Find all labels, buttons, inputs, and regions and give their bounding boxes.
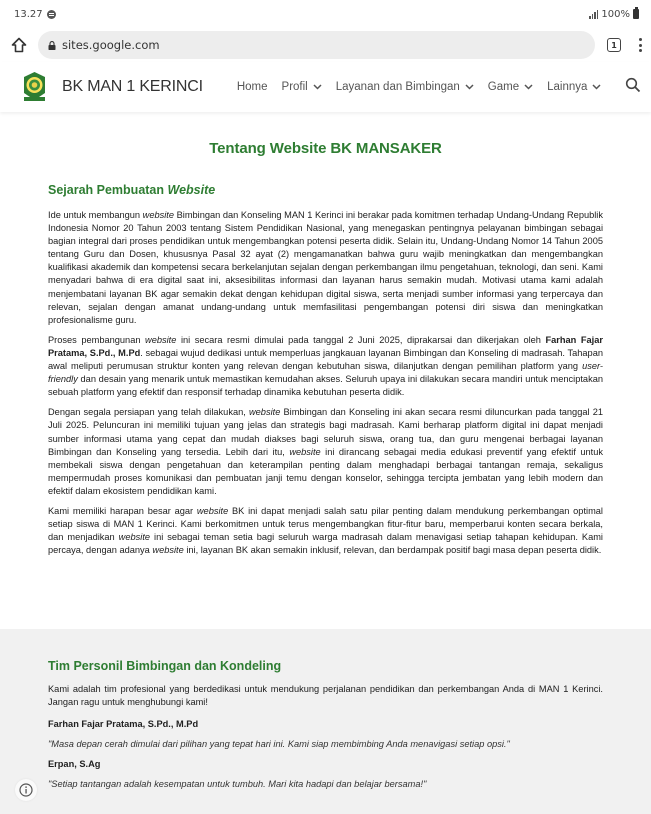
team-heading: Tim Personil Bimbingan dan Kondeling (48, 659, 282, 673)
site-header (0, 62, 651, 112)
history-paragraph: Dengan segala persiapan yang telah dilakukan, website Bimbingan dan Konseling ini akan secara resmi diluncurkan pada tanggal 21 Juli 2025. Peluncuran ini memiliki tujuan yang jelas dan strategis bagi madrasah. Kami berharap platform digital ini dapat menjadi sumber informasi utama yang cepat dan mudah diakses bagi seluruh siswa, orang tua, dan guru mengenai berbagai layanan Bimbingan dan Konseling yang tersedia. Lebih dari itu, website ini dirancang sebagai media edukasi preventif yang efektif untuk membekali siswa dengan pengetahuan dan keterampilan penting dalam menghadapi berbagai tantangan remaja, sekaligus mempermudah proses komunikasi dan pembuatan janji temu dengan konselor, sehingga tercipta jembatan yang lebih modern dan efektif dalam ekosistem pendidikan kami. (48, 407, 603, 496)
team-intro: Kami adalah tim profesional yang berdedikasi untuk mendukung perjalanan pendidikan dan perkembangan Anda di MAN 1 Kerinci. Jangan ragu untuk menghubungi kami! (48, 684, 603, 708)
team-member (48, 759, 603, 789)
member-name: Erpan, S.Ag (48, 759, 101, 770)
nav-home[interactable] (237, 81, 268, 93)
chevron-down-icon (592, 84, 601, 90)
member-quote: "Setiap tantangan adalah kesempatan untuk tumbuh. Mari kita hadapi dan belajar bersama!" (48, 779, 427, 790)
site-title[interactable]: BK MAN 1 KERINCI (62, 78, 203, 95)
history-paragraph: Proses pembangunan website ini secara resmi dimulai pada tanggal 2 Juni 2025, diprakarsai dan dikerjakan oleh Farhan Fajar Pratama, S.Pd., M.Pd. sebagai wujud dedikasi untuk memperluas jangkauan layanan Bimbingan dan Konseling di madrasah. Tahapan awal meliputi perumusan struktur konten yang relevan dengan kebutuhan siswa, dilanjutkan dengan pemilihan platform yang user-friendly dan desain yang menarik untuk memastikan kemudahan akses. Seluruh upaya ini dilakukan secara mandiri untuk menciptakan sebuah platform yang efektif dan responsif terhadap dinamika kebutuhan peserta didik. (48, 334, 603, 398)
team-member (48, 719, 603, 749)
battery-icon (633, 9, 639, 19)
clock: 13.27 (14, 8, 43, 20)
history-section (0, 183, 651, 557)
browser-toolbar (0, 28, 651, 62)
chevron-down-icon (524, 84, 533, 90)
member-quote: "Masa depan cerah dimulai dari pilihan yang tepat hari ini. Kami siap membimbing Anda menavigasi setiap opsi." (48, 739, 510, 750)
team-section (0, 629, 651, 814)
member-name-cut-off (48, 802, 603, 807)
history-paragraph: Kami memiliki harapan besar agar website BK ini dapat menjadi salah satu pilar penting dalam mendukung perkembangan optimal setiap siswa di MAN 1 Kerinci. Kami berkomitmen untuk terus mengembangkan fitur-fitur baru, memperbarui konten secara berkala, dan menjadikan website ini sebagai teman setia bagi seluruh warga madrasah dalam menavigasi setiap tahapan kehidupan. Kami percaya, dengan adanya website ini, layanan BK akan semakin inklusif, relevan, dan berdampak positif bagi masa depan peserta didik. (48, 505, 603, 556)
info-icon (19, 783, 33, 797)
status-bar (0, 0, 651, 28)
main-content (0, 112, 651, 564)
browser-menu-button[interactable] (637, 37, 643, 53)
nav-label: Home (236, 81, 268, 93)
nav-layanan[interactable] (336, 81, 474, 93)
school-logo[interactable] (21, 71, 48, 103)
chevron-down-icon (465, 84, 474, 90)
home-icon (11, 37, 27, 53)
history-heading: Sejarah Pembuatan Website (48, 183, 216, 197)
main-nav (237, 81, 616, 93)
lock-icon (48, 41, 56, 50)
search-icon[interactable] (625, 77, 641, 93)
nav-label: Layanan dan Bimbingan (335, 81, 460, 93)
url-text: sites.google.com (62, 38, 160, 52)
more-vert-icon (639, 38, 642, 41)
signal-icon (589, 10, 598, 19)
chevron-down-icon (313, 84, 322, 90)
home-button[interactable] (8, 34, 30, 56)
history-paragraph: Ide untuk membangun website Bimbingan dan Konseling MAN 1 Kerinci ini berakar pada komitmen terhadap Undang-Undang Republik Indonesia Nomor 20 Tahun 2003 tentang Sistem Pendidikan Nasional, yang menegaskan pentingnya pelayanan bimbingan sebagai bagian integral dari proses pendidikan untuk mengembangkan potensi peserta didik. Selain itu, Undang-Undang Nomor 14 Tahun 2005 tentang Guru dan Dosen, khususnya Pasal 32 ayat (2) mengamanatkan bahwa guru wajib meningkatkan dan mengembangkan kualifikasi akademik dan kompetensi secara berkelanjutan sejalan dengan perkembangan ilmu pengetahuan, teknologi, dan seni. Kami menyadari bahwa di era digital saat ini, aksesibilitas informasi dan layanan harus semakin mudah. Motivasi utama kami adalah menjembatani layanan BK agar semakin dekat dengan kehidupan digital siswa, serta menjadi sumber informasi yang terpercaya dan relevan, sejalan dengan amanat undang-undang untuk memfasilitasi pengembangan potensi diri siswa dan meningkatkan profesionalisme guru. (48, 210, 603, 325)
nav-label: Lainnya (547, 81, 588, 93)
battery-percent: 100% (601, 8, 630, 20)
tab-switcher-button[interactable]: 1 (607, 38, 621, 52)
notification-icon (47, 10, 56, 19)
address-bar[interactable] (38, 31, 595, 59)
nav-game[interactable] (488, 81, 533, 93)
nav-label: Game (487, 81, 520, 93)
page-title: Tentang Website BK MANSAKER (209, 140, 442, 157)
nav-label: Profil (281, 81, 308, 93)
member-name: Farhan Fajar Pratama, S.Pd., M.Pd (48, 719, 199, 730)
site-info-button[interactable] (15, 779, 37, 801)
nav-lainnya[interactable] (547, 81, 601, 93)
nav-profil[interactable] (282, 81, 322, 93)
